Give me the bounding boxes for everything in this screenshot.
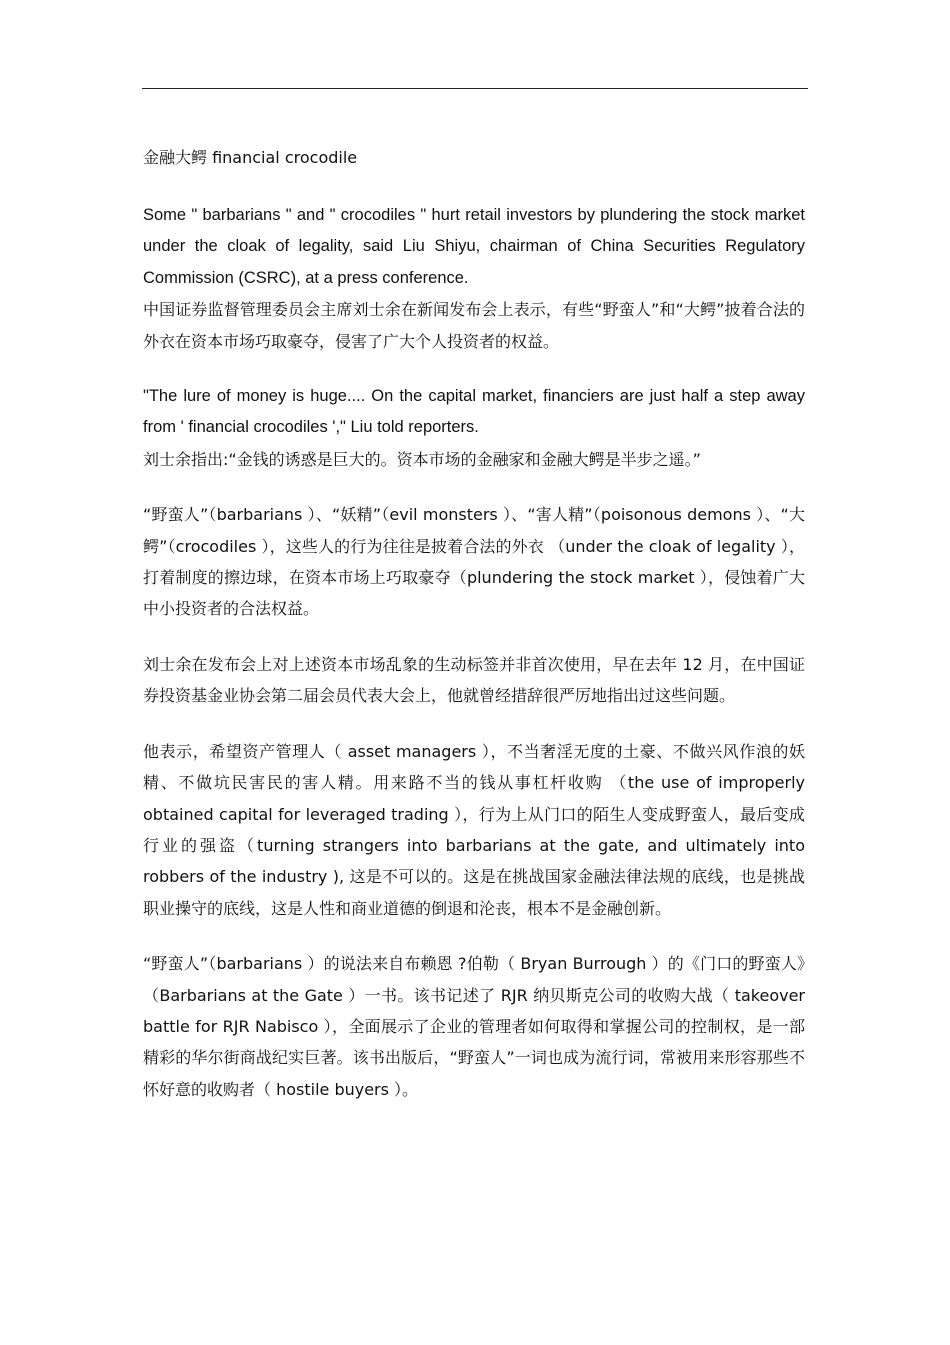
document-body [143,144,805,1129]
paragraph-5-text: 他表示，希望资产管理人（ asset managers ），不当奢淫无度的土豪、不做兴风作浪的妖精、不做坑民害民的害人精。用来路不当的钱从事杠杆收购 （the use of improperly obtained capital for leveraged trading ），行为上从门口的陌生人变成野蛮人，最后变成行业的强盗（turning strangers into barbarians at the gate, and ultimately into robbers of the industry ), 这是不可以的。这是在挑战国家金融法律法规的底线，也是挑战职业操守的底线，这是人性和商业道德的倒退和沦丧，根本不是金融创新。 [143,741,805,918]
paragraph-3-text: “野蛮人”（barbarians ）、“妖精”（evil monsters ）、“害人精”（poisonous demons ）、“大鳄”（crocodiles ），这些人的行为往往是披着合法的外衣 （under the cloak of legality ），打着制度的擦边球，在资本市场上巧取豪夺（plundering the stock market ），侵蚀着广大中小投资者的合法权益。 [143,505,805,619]
paragraph-4 [143,649,805,712]
paragraph-2 [143,381,805,475]
paragraph-3 [143,499,805,625]
paragraph-4-text: 刘士余在发布会上对上述资本市场乱象的生动标签并非首次使用，早在去年 12 月，在中国证券投资基金业协会第二届会员代表大会上，他就曾经措辞很严厉地指出过这些问题。 [143,654,805,706]
paragraph-2-chinese: 刘士余指出:“金钱的诱惑是巨大的。资本市场的金融家和金融大鳄是半步之遥。” [143,449,701,469]
paragraph-2-english: "The lure of money is huge.... On the capital market, financiers are just half a step away from ' financial crocodiles '," Liu told reporters. [143,387,805,437]
document-title: 金融大鳄 financial crocodile [143,148,358,167]
paragraph-5 [143,736,805,924]
paragraph-6 [143,948,805,1105]
paragraph-6-text: “野蛮人”（barbarians ）的说法来自布赖恩 ?伯勒（ Bryan Burrough ）的《门口的野蛮人》（Barbarians at the Gate ）一书。该书记述了 RJR 纳贝斯克公司的收购大战（ takeover battle for RJR Nabisco ），全面展示了企业的管理者如何取得和掌握公司的控制权，是一部精彩的华尔街商战纪实巨著。该书出版后，“野蛮人”一词也成为流行词，常被用来形容那些不怀好意的收购者（ hostile buyers ）。 [143,954,805,1099]
paragraph-1-chinese: 中国证券监督管理委员会主席刘士余在新闻发布会上表示，有些“野蛮人”和“大鳄”披着合法的外衣在资本市场巧取豪夺，侵害了广大个人投资者的权益。 [143,300,805,351]
paragraph-1 [143,200,805,357]
header-rule [142,88,808,89]
paragraph-1-english: Some " barbarians " and " crocodiles " hurt retail investors by plundering the stock market under the cloak of legality, said Liu Shiyu, chairman of China Securities Regulatory Commission (CSRC), at a press conference. [143,206,805,287]
